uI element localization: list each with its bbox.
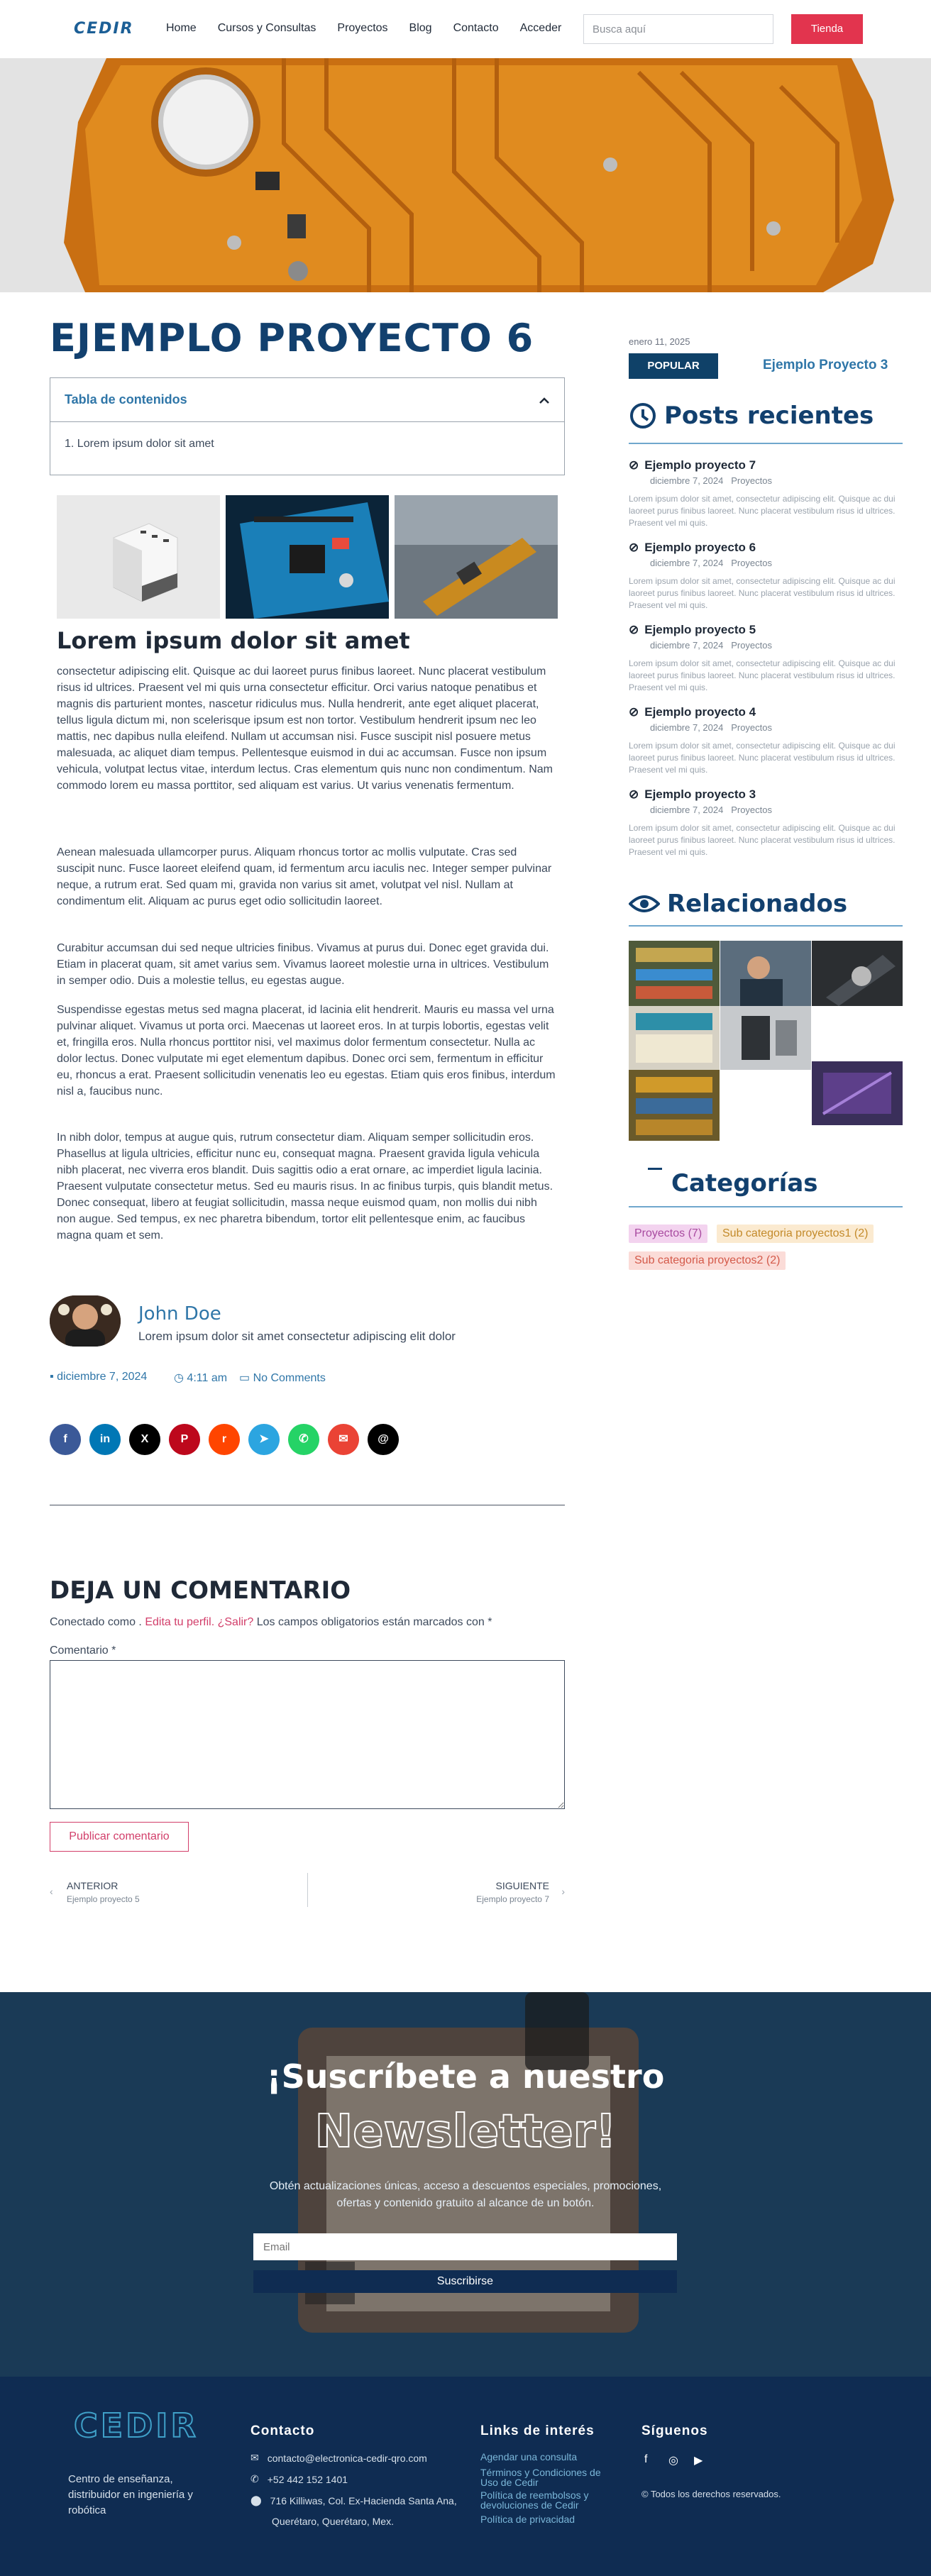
recent-post-item[interactable]: ⊘ Ejemplo proyecto 3 diciembre 7, 2024 Proyectos Lorem ipsum dolor sit amet, consectetur adipiscing elit. Quisque ac dui laoreet purus finibus laoreet. Nunc placerat vestibulum risus id ultrices. Praesent vel mi quis. — [629, 787, 896, 857]
paragraph: consectetur adipiscing elit. Quisque ac dui laoreet purus finibus laoreet. Nunc placerat vestibulum risus id ultrices. Praesent vel mi quis urna consectetur efficitur. Orci varius natoque penatibus et magnis dis parturient montes, nascetur ridiculus mus. Nulla hendrerit, ante eget aliquet placerat, tellus ligula dictum mi, non scelerisque ipsum est non tortor. Vestibulum hendrerit ipsum nec leo mattis, nec dapibus nulla eleifend. Nullam ut accumsan nisi. Fusce suscipit nisl posuere metus malesuada, ac aliquet diam tempus. Pellentesque euismod in dui ac accumsan. Fusce non ipsum vehicula, volutpat lectus vitae, interdum lectus. Cras elementum quis nunc non condimentum. Nam commodo lorem eu massa porttitor, sed aliquam est varius. Ut varius venenatis fermentum. — [57, 665, 553, 792]
facebook-icon[interactable]: f — [50, 1424, 81, 1455]
paragraph: Aenean malesuada ullamcorper purus. Aliquam rhoncus tortor ac mollis vulputate. Cras sed suscipit nunc. Fusce laoreet eleifend quam, id fermentum arcu iaculis nec. Integer semper pulvinar neque, a rutrum erat. Sed quam mi, gravida non varius sit amet, volutpat vel nisl. Nullam at condimentum elit. Aliquam ac purus eget odio sollicitudin laoreet. — [57, 846, 552, 907]
author-name[interactable]: John Doe — [138, 1303, 221, 1325]
related-post-image[interactable] — [720, 941, 811, 1006]
facebook-icon[interactable]: f — [644, 2453, 648, 2465]
eye-icon — [629, 893, 660, 914]
nav-blog[interactable]: Blog — [409, 22, 432, 34]
reddit-icon[interactable]: r — [209, 1424, 240, 1455]
telegram-icon[interactable]: ➤ — [248, 1424, 280, 1455]
category-tag[interactable]: Proyectos (7) — [629, 1225, 707, 1243]
location-icon: ⬤ — [250, 2494, 262, 2506]
related-post-image[interactable] — [812, 1061, 903, 1125]
check-icon: ⊘ — [629, 705, 639, 719]
clock-icon — [629, 402, 657, 430]
store-button[interactable]: Tienda — [791, 14, 863, 44]
main-nav — [166, 22, 583, 35]
related-post-image[interactable] — [629, 1006, 720, 1070]
category-tag[interactable]: Sub categoria proyectos1 (2) — [717, 1225, 874, 1243]
paragraph: In nibh dolor, tempus at augue quis, rutrum consectetur diam. Aliquam semper sollicitudin eros. Phasellus at ligula ultricies, efficitur nunc eu, consequat magna. Praesent gravida ligula vehicula nibh placerat, nec viverra eros blandit. Duis sagittis odio a erat ornare, ac imperdiet ligula lacinia. Praesent vulputate consectetur metus. Sed eu mauris risus. In ac finibus turpis, quis blandit metus. Donec consequat, libero at feugiat sollicitudin, massa neque euismod quam, non mollis dui nibh non augue. Sed tempus, ex nec pharetra bibendum, tortor elit pellentesque enim, ac faucibus magna quam et sem. — [57, 1132, 553, 1242]
divider — [629, 443, 903, 444]
paragraph: Suspendisse egestas metus sed magna placerat, id lacinia elit hendrerit. Mauris eu massa vel urna pulvinar aliquet. Vivamus ut porta orci. Maecenas ut laoreet eros. In at turpis lobortis, egestas velit et, fringilla eros. Nulla rhoncus porttitor nisi, vel maximus dolor fermentum consectetur. Nulla ac dolor lectus. Donec vulputate mi eget elementum dapibus. Donec orci sem, fermentum in efficitur eu, rhoncus a erat. Praesent sollicitudin venenatis leo eu egestas. Etiam quis eros finibus, interdum nisl a, faucibus nunc. — [57, 1004, 556, 1098]
footer-follow-heading: Síguenos — [641, 2423, 708, 2438]
nav-contacto[interactable]: Contacto — [453, 22, 499, 34]
section-heading: Lorem ipsum dolor sit amet — [57, 627, 410, 654]
heading-accent — [648, 1168, 662, 1170]
author-bio: Lorem ipsum dolor sit amet consectetur adipiscing elit dolor — [138, 1330, 456, 1343]
youtube-icon[interactable]: ▶ — [694, 2455, 703, 2467]
hero-image — [0, 58, 931, 292]
site-header — [0, 0, 931, 58]
related-post-image[interactable] — [720, 1006, 811, 1070]
footer-logo[interactable]: CEDIR — [74, 2406, 199, 2445]
pinterest-icon[interactable]: P — [169, 1424, 200, 1455]
footer-address-line2: Querétaro, Querétaro, Mex. — [272, 2516, 394, 2527]
threads-icon[interactable]: @ — [368, 1424, 399, 1455]
search-input[interactable] — [583, 14, 773, 44]
post-date[interactable]: ▪ diciembre 7, 2024 — [50, 1371, 148, 1383]
nav-proyectos[interactable]: Proyectos — [337, 22, 388, 34]
table-of-contents — [50, 377, 565, 475]
categories-heading: Categorías — [671, 1169, 818, 1198]
logout-link[interactable]: ¿Salir? — [217, 1616, 254, 1628]
linkedin-icon[interactable]: in — [89, 1424, 121, 1455]
newsletter-title-outline: Newsletter! — [314, 2106, 617, 2158]
author-avatar[interactable] — [50, 1295, 121, 1347]
chevron-up-icon[interactable] — [539, 397, 550, 404]
recent-posts-heading: Posts recientes — [629, 402, 874, 430]
related-post-image[interactable] — [629, 941, 720, 1006]
check-icon: ⊘ — [629, 787, 639, 801]
tab-popular[interactable]: POPULAR — [629, 353, 718, 379]
previous-post-link[interactable]: ‹ ANTERIOR Ejemplo proyecto 5 — [50, 1880, 140, 1904]
site-logo[interactable]: CEDIR — [74, 20, 134, 38]
paragraph: Curabitur accumsan dui sed neque ultricies finibus. Vivamus at purus dui. Donec eget gravida dui. Etiam in placerat quam, sit amet varius sem. Vivamus laoreet molestie urna in ultrices. Vestibulum in semper odio. Duis a molestie tellus, eu egestas augue. — [57, 942, 549, 987]
newsletter-description: Obtén actualizaciones únicas, acceso a descuentos especiales, promociones, ofertas y contenido gratuito al alcance de un botón. — [269, 2180, 662, 2209]
recent-post-item[interactable]: ⊘ Ejemplo proyecto 7 diciembre 7, 2024 Proyectos Lorem ipsum dolor sit amet, consectetur adipiscing elit. Quisque ac dui laoreet purus finibus laoreet. Nunc placerat vestibulum risus id ultrices. Praesent vel mi quis. — [629, 458, 896, 528]
newsletter-email-input[interactable] — [253, 2233, 677, 2260]
publish-comment-button[interactable]: Publicar comentario — [50, 1822, 189, 1852]
footer-copyright: © Todos los derechos reservados. — [641, 2489, 781, 2499]
clock-icon: ◷ — [174, 1372, 184, 1384]
divider — [629, 1206, 903, 1207]
toc-header[interactable] — [50, 378, 564, 422]
footer-about: Centro de enseñanza, distribuidor en ingeniería y robótica — [68, 2473, 193, 2516]
calendar-icon: ▪ — [50, 1371, 54, 1383]
footer-links-heading: Links de interés — [480, 2423, 595, 2438]
subscribe-button[interactable]: Suscribirse — [253, 2270, 677, 2293]
recent-post-item[interactable]: ⊘ Ejemplo proyecto 4 diciembre 7, 2024 Proyectos Lorem ipsum dolor sit amet, consectetur adipiscing elit. Quisque ac dui laoreet purus finibus laoreet. Nunc placerat vestibulum risus id ultrices. Praesent vel mi quis. — [629, 705, 896, 775]
sidebar-date: enero 11, 2025 — [629, 336, 690, 347]
x-icon[interactable]: X — [129, 1424, 160, 1455]
gallery-image-board[interactable] — [395, 495, 558, 619]
footer-email[interactable]: ✉ contacto@electronica-cedir-qro.com — [250, 2452, 427, 2464]
email-icon: ✉ — [250, 2452, 259, 2463]
edit-profile-link[interactable]: Edita tu perfil. — [145, 1616, 215, 1628]
toc-title: Tabla de contenidos — [65, 392, 187, 407]
comment-title: DEJA UN COMENTARIO — [50, 1576, 351, 1605]
recent-post-item[interactable]: ⊘ Ejemplo proyecto 6 diciembre 7, 2024 Proyectos Lorem ipsum dolor sit amet, consectetur adipiscing elit. Quisque ac dui laoreet purus finibus laoreet. Nunc placerat vestibulum risus id ultrices. Praesent vel mi quis. — [629, 541, 896, 610]
gallery-image-arduino[interactable] — [226, 495, 389, 619]
nav-cursos[interactable]: Cursos y Consultas — [217, 22, 316, 34]
whatsapp-icon[interactable]: ✆ — [288, 1424, 319, 1455]
footer-link-privacy[interactable]: Política de privacidad — [480, 2514, 575, 2525]
tab-proyecto-3[interactable]: Ejemplo Proyecto 3 — [763, 358, 888, 372]
newsletter-title: ¡Suscríbete a nuestro — [266, 2057, 665, 2096]
post-comments[interactable]: ▭ No Comments — [239, 1372, 326, 1384]
divider — [307, 1873, 308, 1907]
footer-contact-heading: Contacto — [250, 2423, 315, 2438]
footer-phone[interactable]: ✆ +52 442 152 1401 — [250, 2473, 348, 2485]
next-post-link[interactable]: SIGUIENTE Ejemplo proyecto 7 › — [476, 1880, 565, 1904]
related-heading: Relacionados — [629, 890, 847, 918]
post-title: EJEMPLO PROYECTO 6 — [50, 316, 534, 360]
chevron-right-icon: › — [561, 1886, 565, 1897]
comment-label: Comentario * — [50, 1644, 116, 1657]
comment-textarea[interactable] — [50, 1660, 565, 1809]
comment-icon: ▭ — [239, 1372, 250, 1384]
post-time: ◷ 4:11 am — [174, 1372, 228, 1384]
toc-item[interactable]: 1. Lorem ipsum dolor sit amet — [65, 438, 214, 450]
footer-link-refunds[interactable]: Política de reembolsos y devoluciones de Cedir — [480, 2489, 589, 2511]
nav-acceder[interactable]: Acceder — [519, 22, 562, 34]
instagram-icon[interactable]: ◎ — [668, 2455, 678, 2467]
related-post-image[interactable] — [812, 941, 903, 1006]
comment-note: Conectado como . Edita tu perfil. ¿Salir? Los campos obligatorios están marcados con * — [50, 1616, 492, 1628]
footer-link-terms[interactable]: Términos y Condiciones de Uso de Cedir — [480, 2467, 601, 2488]
divider — [629, 925, 903, 927]
recent-post-item[interactable]: ⊘ Ejemplo proyecto 5 diciembre 7, 2024 Proyectos Lorem ipsum dolor sit amet, consectetur adipiscing elit. Quisque ac dui laoreet purus finibus laoreet. Nunc placerat vestibulum risus id ultrices. Praesent vel mi quis. — [629, 623, 896, 692]
check-icon: ⊘ — [629, 623, 639, 636]
email-icon[interactable]: ✉ — [328, 1424, 359, 1455]
chevron-left-icon: ‹ — [50, 1886, 53, 1897]
phone-icon: ✆ — [250, 2473, 259, 2484]
footer-link-consulta[interactable]: Agendar una consulta — [480, 2451, 578, 2462]
footer-address: ⬤ 716 Killiwas, Col. Ex-Hacienda Santa Ana, — [250, 2494, 457, 2506]
related-post-image[interactable] — [629, 1070, 720, 1141]
check-icon: ⊘ — [629, 541, 639, 554]
category-tag[interactable]: Sub categoria proyectos2 (2) — [629, 1251, 786, 1270]
nav-home[interactable]: Home — [166, 22, 197, 34]
gallery-image-charger[interactable] — [57, 495, 220, 619]
check-icon: ⊘ — [629, 458, 639, 472]
